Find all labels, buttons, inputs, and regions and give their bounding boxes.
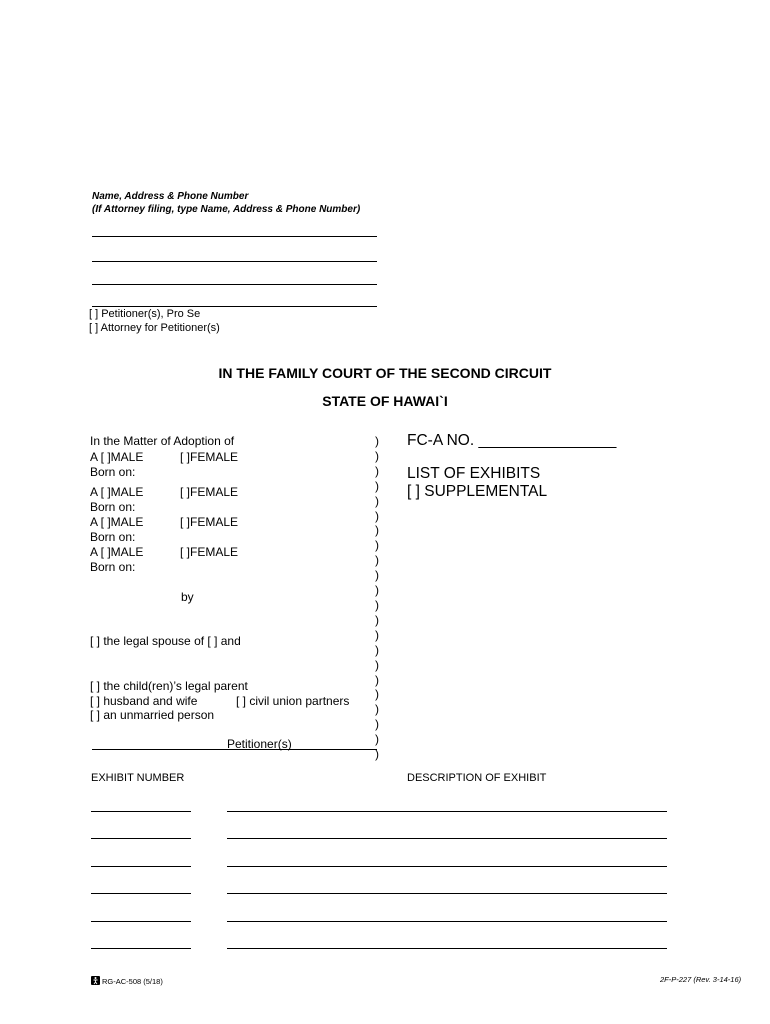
exhibit-description-field[interactable] bbox=[227, 948, 667, 949]
fca-number[interactable]: FC-A NO. ________________ bbox=[407, 432, 617, 449]
caption-parentheses: ) ) ) ) ) ) ) ) ) ) ) ) ) ) ) ) ) ) ) ) ) ) bbox=[375, 434, 379, 762]
child-2-born: Born on: bbox=[90, 500, 136, 514]
child-3-born: Born on: bbox=[90, 530, 136, 544]
exhibit-number-field[interactable] bbox=[91, 811, 191, 812]
child-4-male[interactable]: A [ ]MALE bbox=[90, 545, 144, 559]
exhibit-number-field[interactable] bbox=[91, 838, 191, 839]
exhibit-description-field[interactable] bbox=[227, 893, 667, 894]
checkbox-attorney[interactable]: [ ] Attorney for Petitioner(s) bbox=[89, 322, 220, 334]
exhibit-description-field[interactable] bbox=[227, 838, 667, 839]
child-3-female[interactable]: [ ]FEMALE bbox=[180, 515, 239, 529]
child-4-born: Born on: bbox=[90, 560, 136, 574]
header-label-line1: Name, Address & Phone Number bbox=[92, 191, 249, 202]
exhibit-number-field[interactable] bbox=[91, 866, 191, 867]
child-2-male[interactable]: A [ ]MALE bbox=[90, 485, 144, 499]
checkbox-husband-wife[interactable]: [ ] husband and wife bbox=[90, 694, 198, 708]
checkbox-pro-se[interactable]: [ ] Petitioner(s), Pro Se bbox=[89, 308, 201, 320]
exhibit-number-field[interactable] bbox=[91, 921, 191, 922]
form-revision: 2F-P-227 (Rev. 3-14-16) bbox=[660, 975, 742, 984]
exhibit-description-field[interactable] bbox=[227, 866, 667, 867]
exhibit-description-field[interactable] bbox=[227, 811, 667, 812]
court-state: STATE OF HAWAI`I bbox=[322, 393, 448, 409]
child-3-male[interactable]: A [ ]MALE bbox=[90, 515, 144, 529]
checkbox-supplemental[interactable]: [ ] SUPPLEMENTAL bbox=[407, 483, 548, 500]
child-1-born: Born on: bbox=[90, 465, 136, 479]
caption-by: by bbox=[181, 590, 194, 604]
name-line-2[interactable] bbox=[92, 261, 377, 262]
header-label-line2: (If Attorney filing, type Name, Address & Phone Number) bbox=[92, 204, 361, 215]
name-line-4[interactable] bbox=[92, 306, 377, 307]
list-title: LIST OF EXHIBITS bbox=[407, 465, 541, 482]
exhibit-number-field[interactable] bbox=[91, 893, 191, 894]
court-title: IN THE FAMILY COURT OF THE SECOND CIRCUIT bbox=[218, 365, 552, 381]
accessibility-icon bbox=[91, 976, 100, 985]
checkbox-legal-spouse[interactable]: [ ] the legal spouse of [ ] and bbox=[90, 634, 241, 648]
checkbox-civil-union[interactable]: [ ] civil union partners bbox=[236, 694, 350, 708]
name-line-3[interactable] bbox=[92, 284, 377, 285]
child-4-female[interactable]: [ ]FEMALE bbox=[180, 545, 239, 559]
exhibit-number-field[interactable] bbox=[91, 948, 191, 949]
exhibit-description-header: DESCRIPTION OF EXHIBIT bbox=[407, 772, 547, 784]
petitioners-label: Petitioner(s) bbox=[227, 737, 292, 751]
checkbox-unmarried[interactable]: [ ] an unmarried person bbox=[90, 708, 215, 722]
checkbox-legal-parent[interactable]: [ ] the child(ren)’s legal parent bbox=[90, 679, 248, 693]
exhibit-number-header: EXHIBIT NUMBER bbox=[91, 772, 185, 784]
name-line-1[interactable] bbox=[92, 236, 377, 237]
child-1-female[interactable]: [ ]FEMALE bbox=[180, 450, 239, 464]
form-code: RG-AC-508 (5/18) bbox=[102, 977, 163, 986]
exhibit-description-field[interactable] bbox=[227, 921, 667, 922]
caption-matter: In the Matter of Adoption of bbox=[90, 434, 235, 448]
child-2-female[interactable]: [ ]FEMALE bbox=[180, 485, 239, 499]
child-1-male[interactable]: A [ ]MALE bbox=[90, 450, 144, 464]
